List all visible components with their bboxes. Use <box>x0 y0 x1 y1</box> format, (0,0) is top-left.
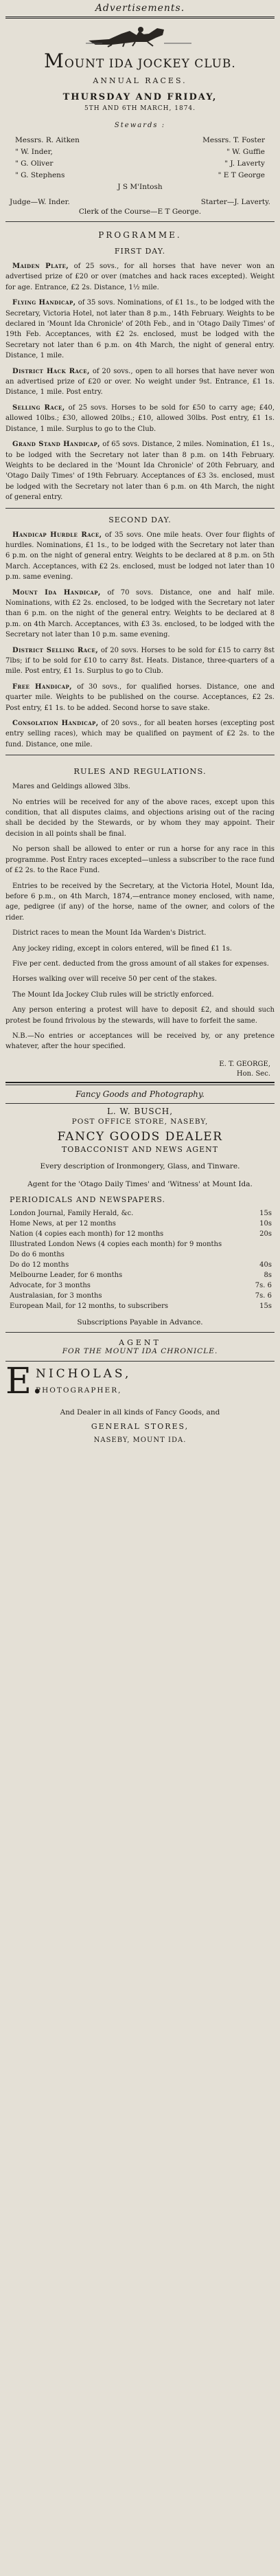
steward-row <box>5 158 275 170</box>
tobacconist-line: TOBACCONIST AND NEWS AGENT <box>61 1144 219 1154</box>
periodical-title: Do do 12 months <box>10 1261 69 1269</box>
periodical-row <box>5 1280 275 1291</box>
agent-heading: AGENT <box>119 1337 161 1347</box>
stewards-list <box>5 135 275 181</box>
club-title-text: OUNT IDA JOCKEY CLUB. <box>64 57 236 71</box>
programme-heading: PROGRAMME. <box>98 230 182 240</box>
periodical-row <box>5 1270 275 1280</box>
steward-name: Messrs. R. Aitken <box>15 136 80 144</box>
periodical-row <box>5 1291 275 1301</box>
nicholas-initial: E. <box>5 1360 43 1402</box>
race-entry <box>5 298 275 361</box>
race-name: Handicap Hurdle Race, <box>12 531 102 539</box>
periodical-row <box>5 1301 275 1311</box>
nicholas-advert <box>5 1360 275 1402</box>
periodical-title: Melbourne Leader, for 6 months <box>10 1271 123 1279</box>
periodical-price: 15s <box>259 1209 272 1217</box>
racehorse-illustration <box>5 23 275 47</box>
race-entry <box>5 530 275 583</box>
race-name: Free Handicap, <box>12 682 73 691</box>
race-name: Maiden Plate, <box>12 263 69 270</box>
periodical-price: 40s <box>259 1261 272 1269</box>
rule <box>5 1332 275 1333</box>
rule-item: Any jockey riding, except in colors entered, will be fined £1 1s. <box>12 944 232 953</box>
periodical-title: Nation (4 copies each month) for 12 months <box>10 1230 164 1238</box>
steward-name: " J. Laverty <box>224 159 265 168</box>
fancy-goods-heading: Fancy Goods and Photography. <box>75 1089 205 1099</box>
race-entry <box>5 439 275 502</box>
rule-item: N.B.—No entries or acceptances will be received by, or any pretence whatever, after the hour specified. <box>5 1032 275 1051</box>
rule-item: The Mount Ida Jockey Club rules will be strictly enforced. <box>12 990 214 999</box>
nicholas-photographer: PHOTOGRAPHER, <box>36 1386 122 1395</box>
nicholas-dealer: And Dealer in all kinds of Fancy Goods, and <box>60 1408 220 1417</box>
club-title-initial: M <box>44 49 65 72</box>
periodical-title: European Mail, for 12 months, to subscribers <box>10 1302 169 1310</box>
periodical-title: Australasian, for 3 months <box>10 1291 102 1300</box>
periodical-title: Illustrated London News (4 copies each month) for 9 months <box>10 1240 222 1248</box>
busch-address: POST OFFICE STORE, NASEBY, <box>71 1117 209 1126</box>
steward-name: " G. Oliver <box>15 159 54 168</box>
steward-name: " W. Guffie <box>226 148 265 156</box>
race-conditions: of 20 sovs., open to all horses that have never won an advertised prize of £20 or over. No weight under 9st. Entrance, £1 1s. Distance, 1 mile. Post entry. <box>5 367 275 397</box>
steward-row <box>5 135 275 146</box>
rule-item: Entries to be received by the Secretary, at the Victoria Hotel, Mount Ida, before 6 p.m., on 4th March, 1874,—entrance money enclosed, with name, age, pedigree (if any) of the horse, name of the owner, and colors of the rider. <box>5 882 275 922</box>
race-entry <box>5 261 275 293</box>
subscriptions-note: Subscriptions Payable in Advance. <box>77 1318 203 1326</box>
club-title <box>5 49 275 72</box>
periodical-price: 20s <box>259 1230 272 1238</box>
rule-item: No person shall be allowed to enter or run a horse for any race in this programme. Post Entry races excepted—unless a subscriber to the race fund of £2 2s. to the Race Fund. <box>5 845 275 875</box>
race-conditions: of 20 sovs. Horses to be sold for £15 to carry 8st 7lbs; if to be sold for £10 to carry 8st. Heats. Distance, three-quarters of a mile. Post entry, £1 1s. Surplus to go to Club. <box>5 646 275 676</box>
steward-name: Messrs. T. Foster <box>202 136 265 144</box>
fancy-goods-dealer: FANCY GOODS DEALER <box>57 1129 223 1144</box>
judge: Judge—W. Inder. <box>10 198 70 206</box>
race-name: Selling Race, <box>12 403 65 412</box>
periodical-price: 8s <box>264 1271 272 1279</box>
periodical-title: Do do 6 months <box>10 1250 65 1258</box>
rule <box>5 221 275 222</box>
periodical-title: Advocate, for 3 months <box>10 1281 91 1289</box>
busch-agent: Agent for the 'Otago Daily Times' and 'Witness' at Mount Ida. <box>27 1179 253 1188</box>
first-day-races <box>5 261 275 503</box>
periodical-row <box>5 1239 275 1250</box>
race-conditions: of 65 sovs. Distance, 2 miles. Nomination, £1 1s., to be lodged with the Secretary not later than 8 p.m. on 14th February. Weights to be declared in the 'Mount Ida Chronicle' of 20th February, and 'Otago Daily Times' of 19th February. Acceptances of £3 3s. enclosed, must be lodged with the Secretary not later than 6 p.m. on 4th March, the night of general entry. <box>5 441 275 502</box>
periodicals-list <box>5 1208 275 1311</box>
race-dates: 5TH AND 6TH MARCH, 1874. <box>84 105 196 112</box>
starter: Starter—J. Laverty. <box>200 198 270 206</box>
race-entry <box>5 366 275 398</box>
secretary-signature: E. T. GEORGE, <box>219 1060 270 1068</box>
rule <box>5 1103 275 1104</box>
race-conditions: of 25 sovs., for all horses that have never won an advertised prize of £20 or over (matches and hack races excepted). Weight for age. Entrance, £2 2s. Distance, 1½ mile. <box>5 263 275 291</box>
race-conditions: of 70 sovs. Distance, one and half mile. Nominations, with £2 2s. enclosed, to be lodged with the Secretary not later than 6 p.m. on the night of the general entry. Weights to be declared at 8 p.m. on 4th March. Acceptances, with £3 3s. enclosed, to be lodged with the Secretary not later than 10 p.m. same evening. <box>5 588 275 639</box>
rule-item: No entries will be received for any of the above races, except upon this condition, that all disputes claims, and objections arising out of the racing shall be decided by the Stewards, or by whom they may appoint. Their decision in all points shall be final. <box>5 798 275 838</box>
race-name: Consolation Handicap, <box>12 720 99 728</box>
periodical-row <box>5 1250 275 1260</box>
steward-name: " E T George <box>218 171 265 179</box>
racehorse-icon <box>82 23 198 47</box>
rule <box>5 1082 275 1083</box>
periodical-row <box>5 1208 275 1219</box>
first-day-heading: FIRST DAY. <box>114 247 166 256</box>
rules-list <box>5 781 275 1052</box>
periodical-title: London Journal, Family Herald, &c. <box>10 1209 134 1217</box>
race-name: Flying Handicap, <box>12 299 76 307</box>
officials-row <box>5 198 275 206</box>
race-entry <box>5 718 275 750</box>
agent-for: FOR THE MOUNT IDA CHRONICLE. <box>62 1346 218 1355</box>
race-conditions: of 30 sovs., for qualified horses. Distance, one and quarter mile. Weights to be published on the course. Acceptances, £2 2s. Post entry, £1 1s. to be added. Second horse to save stake. <box>5 682 275 712</box>
stewards-heading: Stewards : <box>114 122 166 129</box>
periodical-price: 7s. 6 <box>255 1291 272 1300</box>
periodical-price: 7s. 6 <box>255 1281 272 1289</box>
steward-name: " G. Stephens <box>15 171 65 179</box>
periodical-row <box>5 1219 275 1229</box>
periodical-title: Home News, at per 12 months <box>10 1219 116 1228</box>
race-conditions: of 20 sovs., for all beaten horses (excepting post entry selling races), which may be qualified on payment of £2 2s. to the fund. Distance, one mile. <box>5 720 275 748</box>
rule <box>5 1361 275 1362</box>
rule-item: Five per cent. deducted from the gross amount of all stakes for expenses. <box>12 959 269 968</box>
race-conditions: of 25 sovs. Horses to be sold for £50 to carry age; £40, allowed 10lbs.; £30, allowed 20lbs.; £10, allowed 30lbs. Post entry, £1 1s. Distance, 1 mile. Surplus to go to the Club. <box>5 403 275 433</box>
steward-row <box>5 170 275 181</box>
nicholas-name: NICHOLAS, <box>36 1366 132 1381</box>
steward-name: " W. Inder, <box>15 148 53 156</box>
steward-row <box>5 146 275 158</box>
race-name: District Hack Race, <box>12 367 90 375</box>
secretary-title: Hon. Sec. <box>236 1069 270 1078</box>
rule-item: Horses walking over will receive 50 per cent of the stakes. <box>12 975 218 984</box>
race-conditions: of 35 sovs. One mile heats. Over four flights of hurdles. Nominations, £1 1s., to be lodged with the Secretary not later than 6 p.m. on the night of general entry. Weights to be declared at 8 p.m. on 5th March. Acceptances, with £2 2s. enclosed, must be lodged not later than 10 p.m. same evening. <box>5 531 275 581</box>
nicholas-details <box>36 1364 275 1395</box>
advertisements-column <box>5 0 275 1444</box>
general-stores: GENERAL STORES, <box>91 1421 189 1431</box>
rules-heading: RULES AND REGULATIONS. <box>73 766 207 777</box>
rule-item: District races to mean the Mount Ida Warden's District. <box>12 929 207 937</box>
periodicals-heading: PERIODICALS AND NEWSPAPERS. <box>10 1195 166 1204</box>
periodical-row <box>5 1260 275 1270</box>
race-entry <box>5 645 275 677</box>
race-conditions: of 35 sovs. Nominations, of £1 1s., to be lodged with the Secretary, Victoria Hotel, not later than 8 p.m., 14th February. Weights to be declared in 'Mount Ida Chronicle' of 20th Feb., and in 'Otago Daily Times' of 19th Feb. Acceptances, with £2 2s. enclosed, must be lodged with the Secretary not later than 6 p.m. on 4th March, the night of general entry. Distance, 1 mile. <box>5 299 275 360</box>
busch-description: Every description of Ironmongery, Glass, and Tinware. <box>40 1162 240 1170</box>
busch-name: L. W. BUSCH, <box>106 1106 174 1116</box>
second-day-races <box>5 530 275 751</box>
race-days: THURSDAY AND FRIDAY, <box>62 92 218 102</box>
race-name: District Selling Race, <box>12 646 99 654</box>
clerk-of-course: Clerk of the Course—E T George. <box>78 208 202 216</box>
annual-races-heading: ANNUAL RACES. <box>93 76 187 85</box>
periodical-price: 15s <box>259 1302 272 1310</box>
rule-item: Mares and Geldings allowed 3lbs. <box>12 783 130 791</box>
nicholas-address: NASEBY, MOUNT IDA. <box>93 1436 187 1444</box>
race-name: Grand Stand Handicap, <box>12 441 101 449</box>
second-day-heading: SECOND DAY. <box>108 515 172 524</box>
rule <box>5 508 275 509</box>
periodical-price: 10s <box>259 1219 272 1228</box>
section-header: Advertisements. <box>95 3 185 14</box>
race-entry <box>5 403 275 434</box>
race-entry <box>5 682 275 713</box>
race-name: Mount Ida Handicap, <box>12 588 101 597</box>
steward-last: J S M'Intosh <box>117 183 163 191</box>
periodical-row <box>5 1229 275 1239</box>
race-entry <box>5 588 275 641</box>
header-rule <box>5 16 275 19</box>
rule-item: Any person entering a protest will have to deposit £2, and should such protest be found frivolous by the stewards, will have to forfeit the same. <box>5 1006 275 1025</box>
